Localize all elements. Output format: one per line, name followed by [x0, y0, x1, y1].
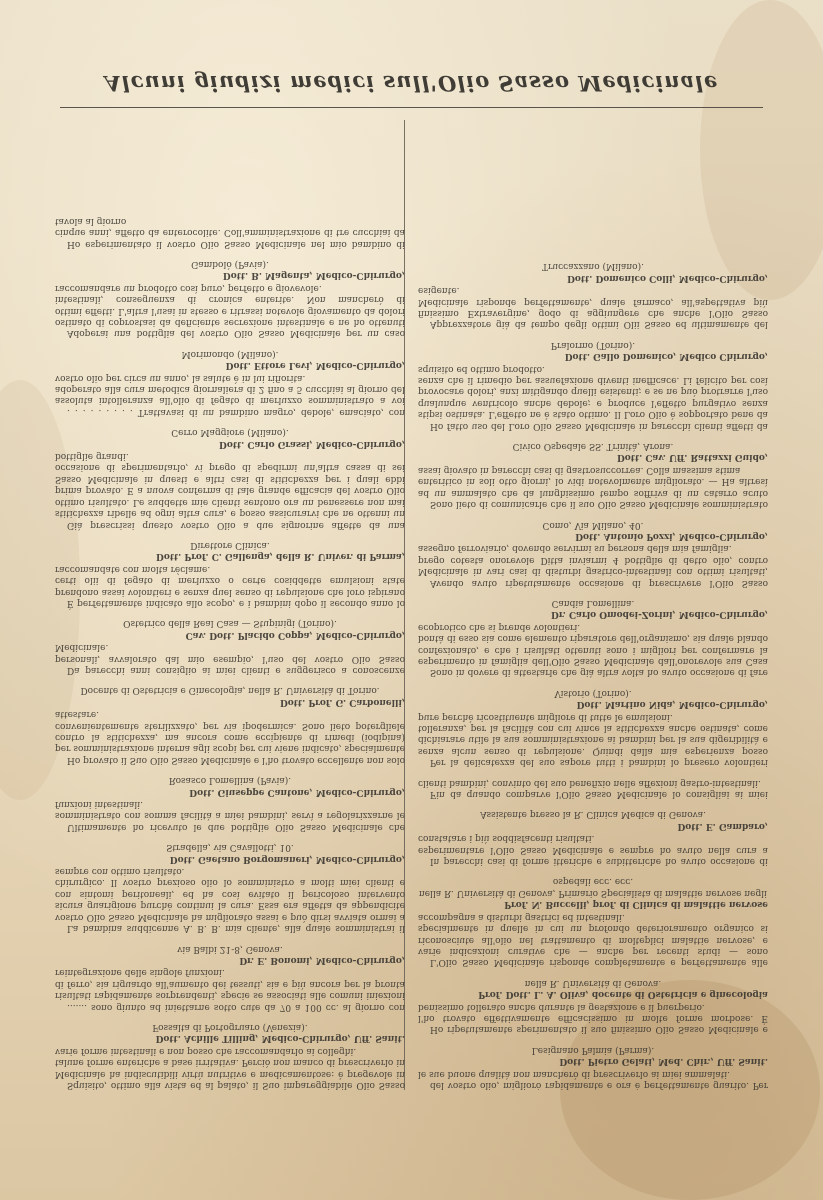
doctor-location: Fossalta di Portogruaro (Venezia). — [152, 1021, 308, 1032]
testimonial-text: Adoperai una bottiglia del vostro Olio Sasso Medicinale per un caso ostinato di coprostasi da deficiente secrezione intestinale e ne ho ottenuti ottimi effetti. L'altra l'usai in stesso e ritrassi notevole giovamento da dolori intestinali, conseguenza di cronica enterite. Non mancherò di raccomandare un prodotto così puro, perfetto e giovevole. — [55, 282, 405, 339]
testimonial-text: Ho fatto uso del Loro Olio Sasso Medicinale in parecchi clienti affetti da stipsi ostinata. L'effetto ne è stato ottimo. Il Loro Olio è sopportato bene da qualunque ventricolo anche debole; e produce l'effetto purgativo senza provocare dolori, anzi mitigando quelli esistenti; e se ne può protrarre l'uso senza che il rimedio per assuefazione diventi inefficace. Li felicito per così squisito ed ottimo prodotto. — [418, 363, 768, 431]
testimonial-entry — [55, 426, 405, 530]
testimonial-entry — [418, 776, 768, 799]
title-rule — [60, 107, 763, 108]
testimonial-entry — [55, 942, 405, 1011]
testimonial-entry — [418, 338, 768, 430]
testimonial-text: Apprezzatore già da tempo degli ottimi Olii Sasso ed ultimamente del finissimo Extravergine, godo di aggiungere che anche l'Olio Sasso Medicinale risponde perfettamente, quale farmaco, all'aspettativa più esigente. — [418, 285, 768, 330]
doctor-signature: Cav. Dott. Placido Coppa, Medico-Chirurgo, — [185, 629, 405, 640]
testimonial-text: Fin da quando comparve l'Olio Sasso Medicinale lo consigliai ai miei clienti bambini, convinto del suo benefizio nelle affezioni gastro-intestinali. — [418, 777, 768, 800]
testimonial-text: Avendo avuto ripetutamente occasione di prescrivere l'Olio Sasso Medicinale in vari casi di disturbi gastrico-intestinali con ottimi risultati, prego cotesta onorevole Ditta inviarmi 4 bottiglie di detto olio, contro assegno ferroviario, dovendo servirmi su persona della mia famiglia. — [418, 543, 768, 588]
doctor-location: Direttore Clinica. — [190, 539, 270, 550]
doctor-location: Civico Ospedale SS. Trinità, Arona. — [512, 441, 674, 452]
testimonial-text: Da parecchi anni consiglio ai miei clienti e suggerisco a conoscenze personali, avvalorato dal mio esempio, l'uso del vostro Olio Sasso Medicinale. — [55, 642, 405, 675]
doctor-signature: Dott. Giuseppe Cantone, Medico-Chirurgo, — [189, 786, 405, 797]
doctor-location: Ostetrico della Real Casa — Stupinigi (Torino). — [123, 618, 337, 629]
testimonial-text: L'Olio Sasso Medicinale risponde completamente e perfettamente alle varie indicazioni curative che — anche per recenti studi — sono riconosciute all'olio nel trattamento di molteplici malattie nervose, e specialmente in quelle in cui un profondo deterioramento organico si accompagna a disturbi gastrici ed intestinali. — [418, 911, 768, 968]
doctor-signature: Dott. Gaetano Borgomaneri, Medico-Chirurgo, — [169, 853, 405, 864]
doctor-signature: Prof. Dott. L. A. Oliva, docente di Ostetricia e ginecologia — [478, 989, 768, 1000]
doctor-signature: Dr. E. Bonomi, Medico-Chirurgo, — [239, 954, 405, 965]
doctor-location: Como, Via Milano, 40. — [542, 519, 644, 530]
doctor-location: nella R. Università di Genova. — [524, 977, 662, 988]
doctor-signature: Dott. Prof. G. Carbonelli, — [279, 696, 405, 707]
testimonial-text: Per la delicatezza del suo sapore tutti i bambini lo presero volontieri senza alcun senso di repulsione. Quindi dalla mia esperienza posso dichiarare utile la sua somministrazione ai bambini per la sua digeribilità e tolleranza, per la facilità con cui vince la stitichezza anche ostinata, come pure perchè ricostituente migliore di tutte le emulsioni. — [418, 711, 768, 768]
doctor-signature: Dott. Antonio Pozzi, Medico-Chirurgo, — [575, 530, 768, 541]
testimonial-text: . . . . . . . . . Trattavasi di un bambino magro, debole, emaciato, con assoluta intolleranza all'olio di fegato di merluzzo somministrato a voi adoperato alla cura metodica giornaliera di 2 fino a 5 cucchiai al giorno del vostro olio per circa un anno, la salute è in lui rifiorita. — [55, 372, 405, 417]
doctor-location: Candia Lomellina. — [551, 597, 635, 608]
page-title: Alcuni giudizi medici sull'Olio Sasso Medicinale — [104, 71, 719, 96]
testimonial-text: Sono in dovere di attestarle che già altra volta ho avuto occasione di fare esperimento in famiglia dell'Olio Sasso Medicinale dall'onorevole sua Casa confezionato, e che i risultati ottenuti sono i migliori per confermare la bontà di esso sia come elemento riparatore dell'organismo, sia quale blando ecoprotico che si prende volontieri. — [418, 621, 768, 678]
doctor-location: Vistorio (Torino). — [554, 687, 632, 698]
testimonial-entry — [418, 1043, 768, 1090]
doctor-location: Morimondo (Milano). — [181, 348, 279, 359]
doctor-signature: Dott. Achille Tilling, Medico-Chirurgo, Uff. Sanit. — [155, 1033, 405, 1044]
doctor-signature: Dott. B. Magenta, Medico-Chirurgo, — [222, 270, 405, 281]
testimonial-entry — [418, 518, 768, 587]
doctor-location: Lesignano Palmia (Parma). — [531, 1044, 655, 1055]
testimonial-text: La bambina suddicenne A. B. B. mia cliente, alla quale somministrai il vostro Olio Sasso Medicinale ha migliorato assai e può dirsi avviata ormai a sicura guarigione purchè continui la cura. Essa era affetta da appendicite con sintomi peritoneali, ed ha così evitato il pericoloso intervento chirurgico. Il vostro prezioso olio lo somministro a molti miei clienti e sempre con ottimo risultato. — [55, 866, 405, 934]
testimonial-entry — [55, 774, 405, 832]
doctor-signature: Dr. Carlo Omodei-Zorini, Medico-Chirurgo, — [551, 609, 768, 620]
testimonial-entry — [55, 1021, 405, 1090]
testimonial-text: Sono lieto di comunicarle che il suo Olio Sasso Medicinale somministrato ad un ammalato che da lunghissimo tempo soffriva di un catarro acuto enteritico in soli otto giorni, lo vidi notevolmente migliorato. — Ha altresì assai giovato in parecchi casi di gastrosuccorrea. Colla massima stima — [418, 464, 768, 510]
doctor-signature: Dott. Carlo Grassi, Medico-Chirurgo, — [219, 438, 405, 449]
doctor-location: via Balbi 21-8, Genova. — [177, 943, 283, 954]
testimonial-entry — [55, 214, 405, 248]
testimonial-text: ....... sono giunto ad iniettarne sotto cute da 70 a 100 cc. al giorno con risultati rapidamente sorprendenti, specie se associati alle comuni iniezioni di ferro, sia riguardo all'aumento dei tessuti, sia e più ancora per la pronta reintegrazione delle singole funzioni. — [55, 967, 405, 1012]
doctor-location: Rosasco Lomellina (Pavia). — [168, 775, 292, 786]
right-column — [418, 120, 768, 1090]
doctor-signature: Dott. Ettore Levi, Medico-Chirurgo, — [225, 360, 405, 371]
testimonial-text: Ho provato il Suo Olio Sasso Medicinale e l'ho trovato eccellente non solo per somministrazione interna agli scopi per cui viene indicato, specialmente contro la stitichezza, ma ancora come eccipiente di rimedi (iodipina) convenientemente sterilizzato, per via ipodermica. Sono lieto potergliele attestare. — [55, 709, 405, 765]
testimonial-text: Già prescrissi questo vostro Olio a due signorine affette da una stitichezza ribelle ad ogni altra cura, e posso assicurarvi che ne ottenni un ottimo risultato. Le suddette mie clienti sentono ora un benessere non mai prima provato. E a nuova conferma di tale grande efficacia del vostro Olio Sasso Medicinale in questi e altri casi di stitichezza per i quali ebbi occasione di sperimentarlo, vi prego di spedirmi un'altra cassa di sei bottiglie grandi. — [55, 451, 405, 530]
doctor-signature: Dott. Gallo Domenico, Medico Chirurgo, — [564, 351, 768, 362]
doctor-signature: Dott. Martino Nida, Medico-Chirurgo, — [576, 699, 768, 710]
doctor-signature: Dott. Prof. C. Gallenga, della R. Univer. di Parma, — [156, 551, 405, 562]
testimonial-entry — [55, 841, 405, 933]
testimonial-text: È perfettamente indicato allo scopo, e i bambini dopo il secondo anno lo prendono assai volontieri e senza quel senso di repulsione che loro ispirano certi olii di fegato di merluzzo o certe cosiddette emulsioni state raccomandate con molta réclame. — [55, 563, 405, 608]
testimonial-entry — [55, 684, 405, 765]
doctor-location: Gambolò (Pavia). — [191, 259, 269, 269]
testimonial-entry — [55, 258, 405, 339]
doctor-location: Stradella, via Cavallotti, 10. — [166, 842, 294, 853]
testimonial-entry — [55, 347, 405, 416]
testimonial-entry — [418, 976, 768, 1034]
testimonial-text: In parecchi casi di forme itteriche e subitteriche ho avuto occasione di esperimentare l'Olio Sasso Medicinale e sempre ho avuto nella cura a constatare i più soddisfacenti risultati. — [418, 833, 768, 867]
testimonial-entry — [418, 597, 768, 678]
testimonial-entry — [418, 260, 768, 329]
doctor-location: Truccazzano (Milano). — [542, 261, 644, 272]
doctor-location: Docente di Ostetricia e Ginecologia, nella R. Università di Torino. — [80, 685, 380, 696]
testimonial-entry — [55, 539, 405, 608]
testimonial-text: Ho ripetutamente sperimentato il suo finissimo Olio Sasso Medicinale e l'ho trovato effettivamente efficacissimo in molte forme morbose. È benissimo tollerato anche durante la gestazione e il puerperio. — [418, 1001, 768, 1035]
doctor-signature: Dott. E. Gambaro, — [677, 820, 768, 831]
doctor-signature: Dott. Domenico Colli, Medico-Chirurgo, — [567, 272, 768, 283]
testimonial-text: del vostro olio, migliorò rapidamente e ora è perfettamente guarito. Per le sue buone qualità non mancherò di prescriverlo ai miei ammalati. — [418, 1068, 768, 1090]
testimonial-text: Ultimamente ho ricevuto le due bottiglie Olio Sasso Medicinale che somministrato con somma facilità a miei bambini, servì a regolarizzarne le funzioni intestinali. — [55, 799, 405, 832]
doctor-location: Pralormo (Torino). — [550, 339, 636, 350]
testimonial-entry — [418, 440, 768, 509]
doctor-location: nella R. Università di Genova, Primario Specialista di malattie nervose negli ospedali ecc. ecc. — [419, 876, 767, 898]
testimonial-entry — [418, 686, 768, 767]
doctor-signature: Prof. N. Buccelli, prof. di Clinica di malattie nervose — [504, 899, 768, 910]
testimonial-entry — [418, 808, 768, 866]
testimonial-entry — [55, 617, 405, 675]
testimonial-entry — [418, 875, 768, 967]
doctor-location: Cerro Maggiore (Milano). — [171, 427, 289, 438]
left-column — [55, 120, 405, 1090]
testimonial-text: Squisito, ottimo alla vista ed al palato, il Suo impareggiabile Olio Sasso Medicinale ha indiscutibili virtù nutritive e medicamentose: è pregevole in talune forme enteriche a base irritativa. Perciò non manco di prescriverlo in varie forme intestinali e non posso che raccomandarlo ai colleghi. — [55, 1045, 405, 1090]
testimonial-text: Ho esperimentato il vostro Olio Sasso Medicinale nel mio bambino di cinque anni, affetto da enterocolite. Coll'amministrazione di tre cucchiai da tavola al giorno — [55, 215, 405, 249]
doctor-signature: Dott. Pietro Gelati, Med. Chir., Uff. Sanit. — [559, 1056, 768, 1067]
doctor-signature: Dott. Cav. Uff. Rattazzi Guido, — [617, 452, 768, 463]
doctor-location: Assistente presso la R. Clinica Medica di Genova. — [480, 809, 706, 820]
